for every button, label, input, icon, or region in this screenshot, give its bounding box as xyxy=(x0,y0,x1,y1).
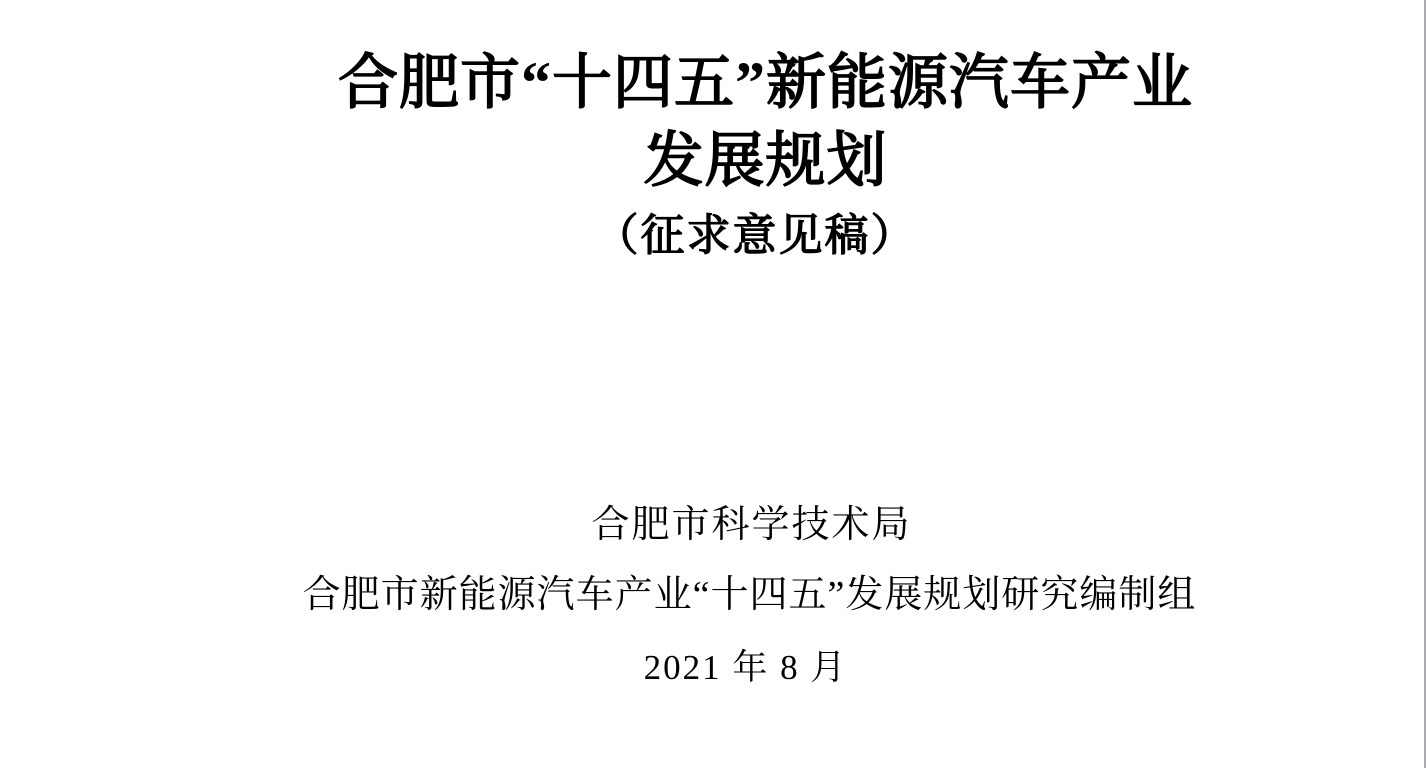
author-org-secondary: 合肥市新能源汽车产业“十四五”发展规划研究编制组 xyxy=(302,574,1197,616)
document-title-line1: 合肥市“十四五”新能源汽车产业 xyxy=(338,50,1193,116)
document-title-line2: 发展规划 xyxy=(643,128,888,194)
document-title xyxy=(94,0,1426,200)
document-date: 2021 年 8 月 xyxy=(643,648,848,687)
document-subtitle: （征求意见稿） xyxy=(594,211,917,260)
author-org-primary: 合肥市科学技术局 xyxy=(591,504,912,546)
cover-content xyxy=(80,0,1423,690)
